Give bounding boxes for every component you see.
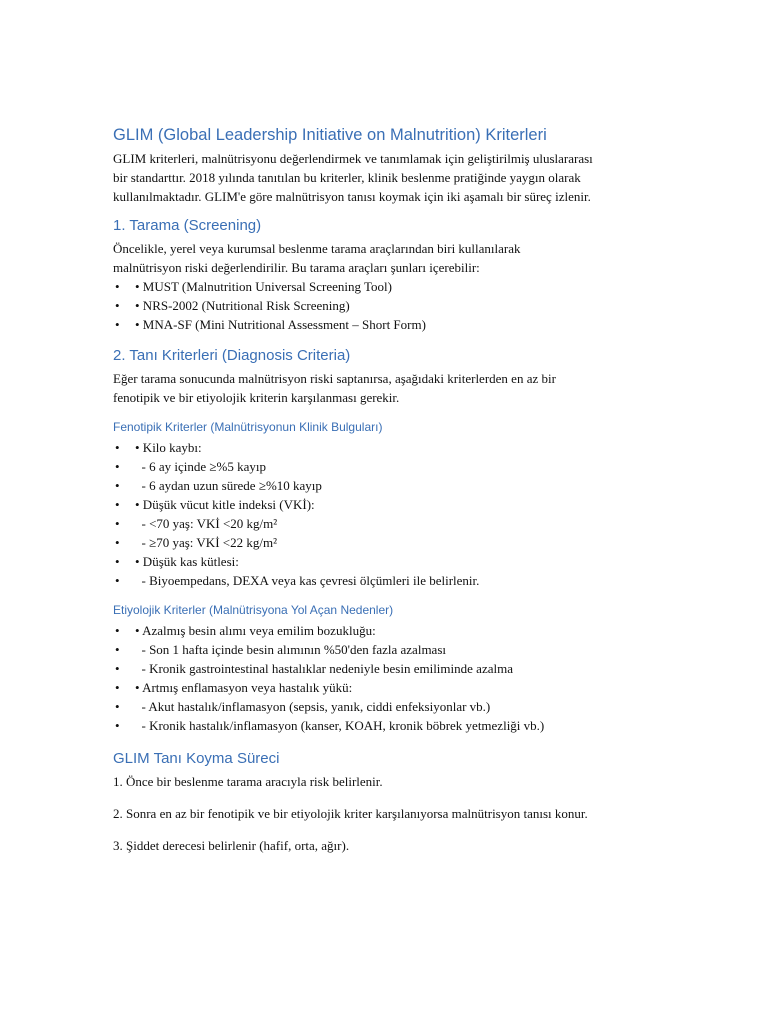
list-item: • • MNA-SF (Mini Nutritional Assessment – Short Form)	[113, 315, 673, 334]
list-item: • - Kronik hastalık/inflamasyon (kanser, KOAH, kronik böbrek yetmezliği vb.)	[113, 716, 673, 735]
list-item: • • NRS-2002 (Nutritional Risk Screening)	[113, 296, 673, 315]
list-item: • - <70 yaş: VKİ <20 kg/m²	[113, 514, 673, 533]
list-item: • - 6 aydan uzun sürede ≥%10 kayıp	[113, 476, 673, 495]
diagnosis-text-line: Eğer tarama sonucunda malnütrisyon riski saptanırsa, aşağıdaki kriterlerden en az bir	[113, 371, 556, 386]
list-item: • - Akut hastalık/inflamasyon (sepsis, yanık, ciddi enfeksiyonlar vb.)	[113, 697, 673, 716]
phenotypic-criteria-list	[113, 438, 673, 590]
process-step: 1. Önce bir beslenme tarama aracıyla risk belirlenir.	[113, 774, 383, 789]
list-item: • - 6 ay içinde ≥%5 kayıp	[113, 457, 673, 476]
list-item: • • Azalmış besin alımı veya emilim bozukluğu:	[113, 621, 673, 640]
document-content	[113, 124, 673, 868]
screening-text-line: malnütrisyon riski değerlendirilir. Bu tarama araçları şunları içerebilir:	[113, 260, 480, 275]
list-item: • - Son 1 hafta içinde besin alımının %50'den fazla azalması	[113, 640, 673, 659]
section-heading-process: GLIM Tanı Koyma Süreci	[113, 750, 280, 767]
list-item: • - Biyoempedans, DEXA veya kas çevresi ölçümleri ile belirlenir.	[113, 571, 673, 590]
intro-line: kullanılmaktadır. GLIM'e göre malnütrisyon tanısı koymak için iki aşamalı bir süreç izlenir.	[113, 189, 591, 204]
process-step: 3. Şiddet derecesi belirlenir (hafif, orta, ağır).	[113, 838, 350, 853]
subheading-etiologic: Etiyolojik Kriterler (Malnütrisyona Yol Açan Nedenler)	[113, 603, 394, 617]
diagnosis-text-line: fenotipik ve bir etiyolojik kriterin karşılanması gerekir.	[113, 390, 400, 405]
list-item: • • MUST (Malnutrition Universal Screening Tool)	[113, 277, 673, 296]
process-step: 2. Sonra en az bir fenotipik ve bir etiyolojik kriter karşılanıyorsa malnütrisyon tanısı konur.	[113, 806, 588, 821]
subheading-phenotypic: Fenotipik Kriterler (Malnütrisyonun Klinik Bulguları)	[113, 420, 383, 434]
list-item: • • Düşük vücut kitle indeksi (VKİ):	[113, 495, 673, 514]
document-title: GLIM (Global Leadership Initiative on Malnutrition) Kriterleri	[113, 126, 547, 144]
list-item: • - ≥70 yaş: VKİ <22 kg/m²	[113, 533, 673, 552]
screening-tools-list	[113, 277, 673, 334]
intro-line: bir standarttır. 2018 yılında tanıtılan bu kriterler, klinik beslenme pratiğinde yaygın olarak	[113, 170, 581, 185]
screening-text-line: Öncelikle, yerel veya kurumsal beslenme tarama araçlarından biri kullanılarak	[113, 241, 521, 256]
section-heading-diagnosis: 2. Tanı Kriterleri (Diagnosis Criteria)	[113, 347, 351, 364]
list-item: • • Düşük kas kütlesi:	[113, 552, 673, 571]
etiologic-criteria-list	[113, 621, 673, 735]
section-heading-screening: 1. Tarama (Screening)	[113, 217, 262, 234]
list-item: • - Kronik gastrointestinal hastalıklar nedeniyle besin emiliminde azalma	[113, 659, 673, 678]
intro-line: GLIM kriterleri, malnütrisyonu değerlendirmek ve tanımlamak için geliştirilmiş uluslararası	[113, 151, 593, 166]
list-item: • • Kilo kaybı:	[113, 438, 673, 457]
list-item: • • Artmış enflamasyon veya hastalık yükü:	[113, 678, 673, 697]
